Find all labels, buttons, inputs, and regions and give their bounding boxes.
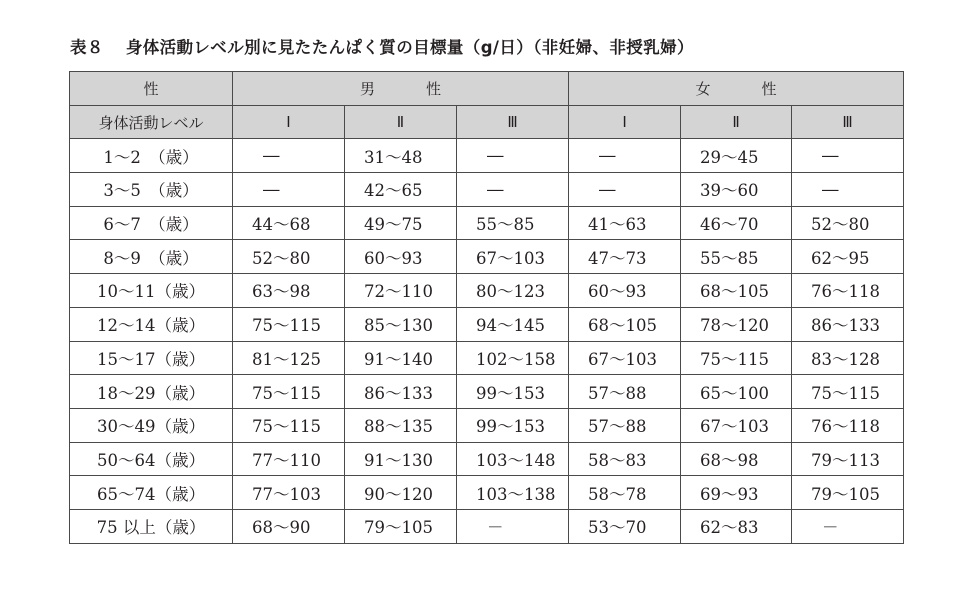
value-cell: 103～138 (457, 476, 569, 510)
header-level-label: 身体活動レベル (70, 105, 233, 139)
value-cell: 79～105 (345, 509, 457, 543)
value-cell: 94～145 (457, 307, 569, 341)
table-row (70, 139, 904, 173)
value-cell: 80～123 (457, 274, 569, 308)
header-male-level-2: Ⅱ (345, 105, 457, 139)
value-cell: 55～85 (681, 240, 792, 274)
header-female-level-2: Ⅱ (681, 105, 792, 139)
age-group-cell: 30～49（歳） (70, 408, 233, 442)
table-row (70, 173, 904, 207)
table-row (70, 442, 904, 476)
age-group-cell: 18～29（歳） (70, 375, 233, 409)
value-cell: 67～103 (569, 341, 681, 375)
value-cell: 42～65 (345, 173, 457, 207)
value-cell: 52～80 (233, 240, 345, 274)
value-cell: 91～140 (345, 341, 457, 375)
value-cell: 90～120 (345, 476, 457, 510)
age-group-cell: 10～11（歳） (70, 274, 233, 308)
value-cell: 91～130 (345, 442, 457, 476)
table-row (70, 509, 904, 543)
value-cell: 75～115 (233, 408, 345, 442)
value-cell: 58～78 (569, 476, 681, 510)
value-cell: 86～133 (345, 375, 457, 409)
value-cell: － (792, 509, 904, 543)
header-male: 男 性 (233, 72, 569, 106)
value-cell: 60～93 (569, 274, 681, 308)
age-group-cell: 15～17（歳） (70, 341, 233, 375)
protein-target-table (69, 71, 904, 544)
value-cell: 62～95 (792, 240, 904, 274)
value-cell: 67～103 (681, 408, 792, 442)
table-title: 身体活動レベル別に見たたんぱく質の目標量（g/日）（非妊婦、非授乳婦） (125, 38, 694, 57)
value-cell: 77～110 (233, 442, 345, 476)
value-cell: 57～88 (569, 408, 681, 442)
header-male-level-3: Ⅲ (457, 105, 569, 139)
header-row-sex (70, 72, 904, 106)
value-cell: ― (792, 173, 904, 207)
value-cell: 88～135 (345, 408, 457, 442)
value-cell: 31～48 (345, 139, 457, 173)
value-cell: 86～133 (792, 307, 904, 341)
value-cell: ― (457, 173, 569, 207)
value-cell: 29～45 (681, 139, 792, 173)
table-row (70, 206, 904, 240)
value-cell: 53～70 (569, 509, 681, 543)
value-cell: 63～98 (233, 274, 345, 308)
value-cell: 75～115 (681, 341, 792, 375)
value-cell: 103～148 (457, 442, 569, 476)
value-cell: 79～105 (792, 476, 904, 510)
value-cell: 41～63 (569, 206, 681, 240)
value-cell: 76～118 (792, 274, 904, 308)
value-cell: 39～60 (681, 173, 792, 207)
table-row (70, 476, 904, 510)
value-cell: 68～90 (233, 509, 345, 543)
value-cell: 62～83 (681, 509, 792, 543)
value-cell: ― (233, 139, 345, 173)
table-row (70, 375, 904, 409)
value-cell: 68～105 (569, 307, 681, 341)
value-cell: 76～118 (792, 408, 904, 442)
table-number: 表８ (70, 38, 104, 57)
value-cell: 60～93 (345, 240, 457, 274)
age-group-cell: 50～64（歳） (70, 442, 233, 476)
age-group-cell: 65～74（歳） (70, 476, 233, 510)
value-cell: 81～125 (233, 341, 345, 375)
table-row (70, 307, 904, 341)
value-cell: 79～113 (792, 442, 904, 476)
value-cell: 52～80 (792, 206, 904, 240)
value-cell: 44～68 (233, 206, 345, 240)
value-cell: 77～103 (233, 476, 345, 510)
table-row (70, 408, 904, 442)
table-row (70, 341, 904, 375)
header-male-level-1: Ⅰ (233, 105, 345, 139)
value-cell: 99～153 (457, 375, 569, 409)
value-cell: 47～73 (569, 240, 681, 274)
table-row (70, 240, 904, 274)
age-group-cell: 12～14（歳） (70, 307, 233, 341)
value-cell: 75～115 (233, 307, 345, 341)
value-cell: ― (233, 173, 345, 207)
table-caption (70, 34, 694, 58)
table-row (70, 274, 904, 308)
value-cell: 55～85 (457, 206, 569, 240)
value-cell: 49～75 (345, 206, 457, 240)
value-cell: 46～70 (681, 206, 792, 240)
table-body (70, 139, 904, 543)
value-cell: 83～128 (792, 341, 904, 375)
age-group-cell: 75 以上（歳） (70, 509, 233, 543)
value-cell: 102～158 (457, 341, 569, 375)
value-cell: － (457, 509, 569, 543)
age-group-cell: 6～7 （歳） (70, 206, 233, 240)
value-cell: ― (792, 139, 904, 173)
value-cell: ― (457, 139, 569, 173)
value-cell: 65～100 (681, 375, 792, 409)
value-cell: 68～105 (681, 274, 792, 308)
age-group-cell: 3～5 （歳） (70, 173, 233, 207)
header-female: 女 性 (569, 72, 904, 106)
value-cell: 69～93 (681, 476, 792, 510)
header-sex-label: 性 (70, 72, 233, 106)
value-cell: 68～98 (681, 442, 792, 476)
value-cell: 99～153 (457, 408, 569, 442)
value-cell: 75～115 (792, 375, 904, 409)
value-cell: 85～130 (345, 307, 457, 341)
value-cell: ― (569, 139, 681, 173)
age-group-cell: 1～2 （歳） (70, 139, 233, 173)
value-cell: 57～88 (569, 375, 681, 409)
header-row-level (70, 105, 904, 139)
header-female-level-1: Ⅰ (569, 105, 681, 139)
value-cell: ― (569, 173, 681, 207)
value-cell: 72～110 (345, 274, 457, 308)
header-female-level-3: Ⅲ (792, 105, 904, 139)
value-cell: 78～120 (681, 307, 792, 341)
value-cell: 67～103 (457, 240, 569, 274)
age-group-cell: 8～9 （歳） (70, 240, 233, 274)
value-cell: 58～83 (569, 442, 681, 476)
value-cell: 75～115 (233, 375, 345, 409)
